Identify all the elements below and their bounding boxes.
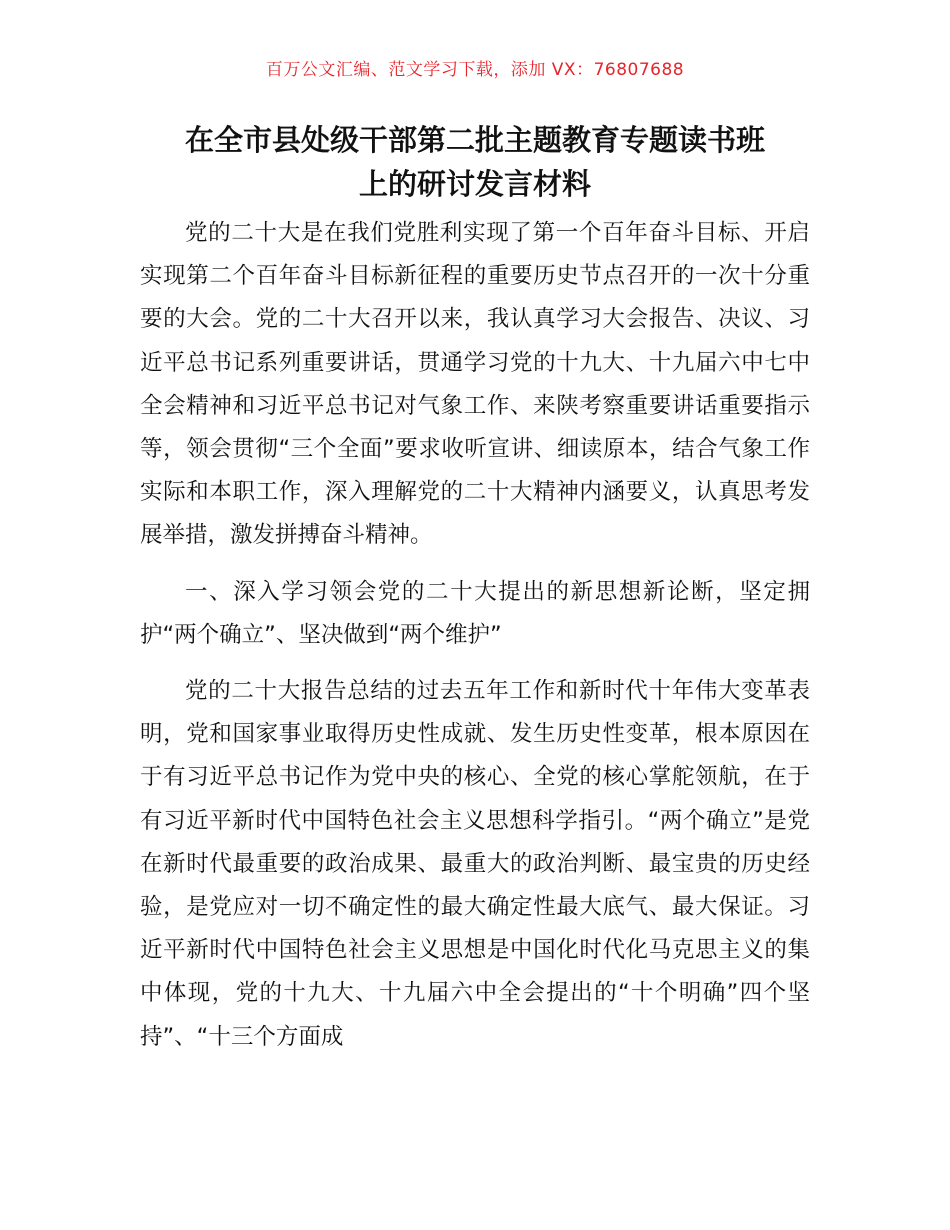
section-heading-1: 一、深入学习领会党的二十大提出的新思想新论断，坚定拥护“两个确立”、坚决做到“两个维护” (140, 578, 810, 648)
title-line-1: 在全市县处级干部第二批主题教育专题读书班 (184, 123, 765, 157)
document-title (140, 118, 810, 206)
title-line-2: 上的研讨发言材料 (358, 167, 591, 201)
document-body (140, 212, 810, 1059)
paragraph-section-1: 党的二十大报告总结的过去五年工作和新时代十年伟大变革表明，党和国家事业取得历史性成就、发生历史性变革，根本原因在于有习近平总书记作为党中央的核心、全党的核心掌舵领航，在于有习近平新时代中国特色社会主义思想科学指引。“两个确立”是党在新时代最重要的政治成果、最重大的政治判断、最宝贵的历史经验，是党应对一切不确定性的最大确定性最大底气、最大保证。习近平新时代中国特色社会主义思想是中国化时代化马克思主义的集中体现，党的十九大、十九届六中全会提出的“十个明确”四个坚持”、“十三个方面成 (140, 678, 810, 1050)
promo-header: 百万公文汇编、范文学习下载，添加 VX：76807688 (265, 60, 685, 80)
paragraph-intro: 党的二十大是在我们党胜利实现了第一个百年奋斗目标、开启实现第二个百年奋斗目标新征程的重要历史节点召开的一次十分重要的大会。党的二十大召开以来，我认真学习大会报告、决议、习近平总书记系列重要讲话，贯通学习党的十九大、十九届六中七中全会精神和习近平总书记对气象工作、来陕考察重要讲话重要指示等，领会贯彻“三个全面”要求收听宣讲、细读原本，结合气象工作实际和本职工作，深入理解党的二十大精神内涵要义，认真思考发展举措，激发拼搏奋斗精神。 (140, 220, 810, 549)
